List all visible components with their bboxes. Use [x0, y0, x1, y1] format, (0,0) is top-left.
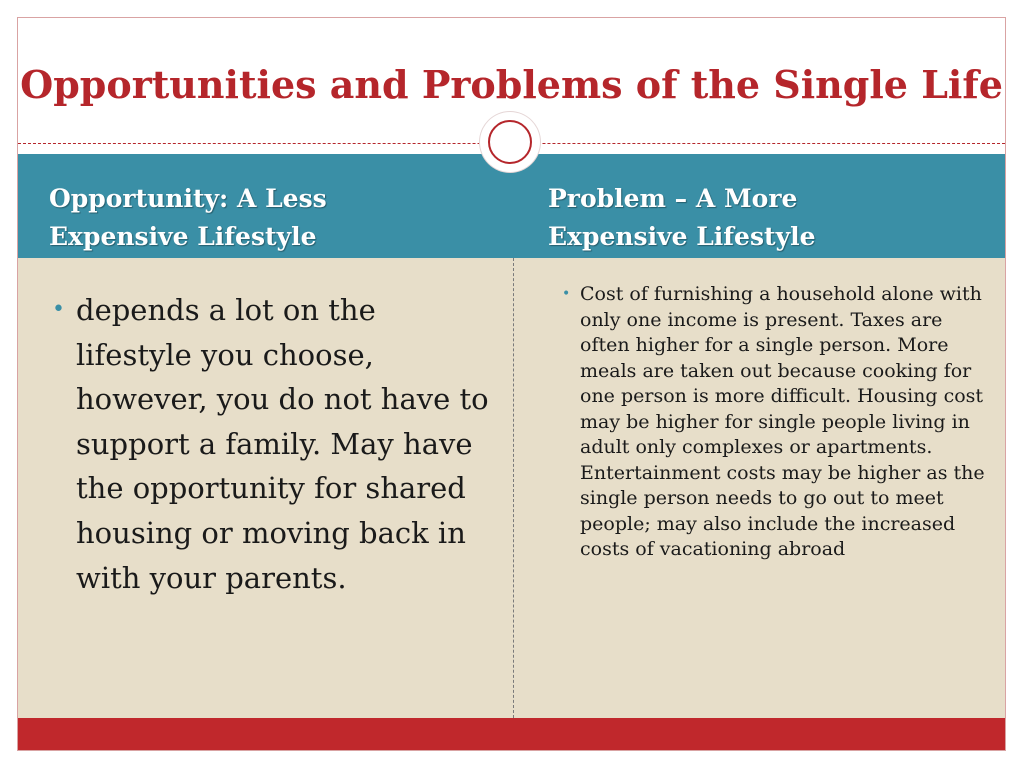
footer-bar: [18, 718, 1005, 751]
opportunity-bullet-text: depends a lot on the lifestyle you choose, however, you do not have to support a family. May have the opportunity for shared housing or moving back in with your parents.: [76, 293, 489, 595]
problem-bullet-text: Cost of furnishing a household alone with only one income is present. Taxes are often higher for a single person. More meals are taken out because cooking for one person is more difficult. Housing cost may be higher for single people living in adult only complexes or apartments. Entertainment costs may be higher as the single person needs to go out to meet people; may also include the increased costs of vacationing abroad: [580, 283, 985, 560]
bullet-icon: •: [52, 297, 65, 322]
slide: [17, 17, 1006, 751]
bullet-icon: •: [562, 286, 571, 302]
circle-ornament-icon: [480, 112, 540, 172]
list-item: [562, 282, 994, 563]
list-item: [52, 288, 492, 600]
problem-column: [562, 282, 994, 563]
circle-ring: [488, 120, 532, 164]
content-area: [18, 258, 1005, 718]
opportunity-heading: Opportunity: A Less Expensive Lifestyle: [49, 184, 327, 251]
problem-heading: Problem – A More Expensive Lifestyle: [548, 184, 816, 251]
column-divider: [513, 258, 514, 718]
slide-title: Opportunities and Problems of the Single Life: [20, 62, 1003, 107]
opportunity-column: [52, 288, 492, 600]
